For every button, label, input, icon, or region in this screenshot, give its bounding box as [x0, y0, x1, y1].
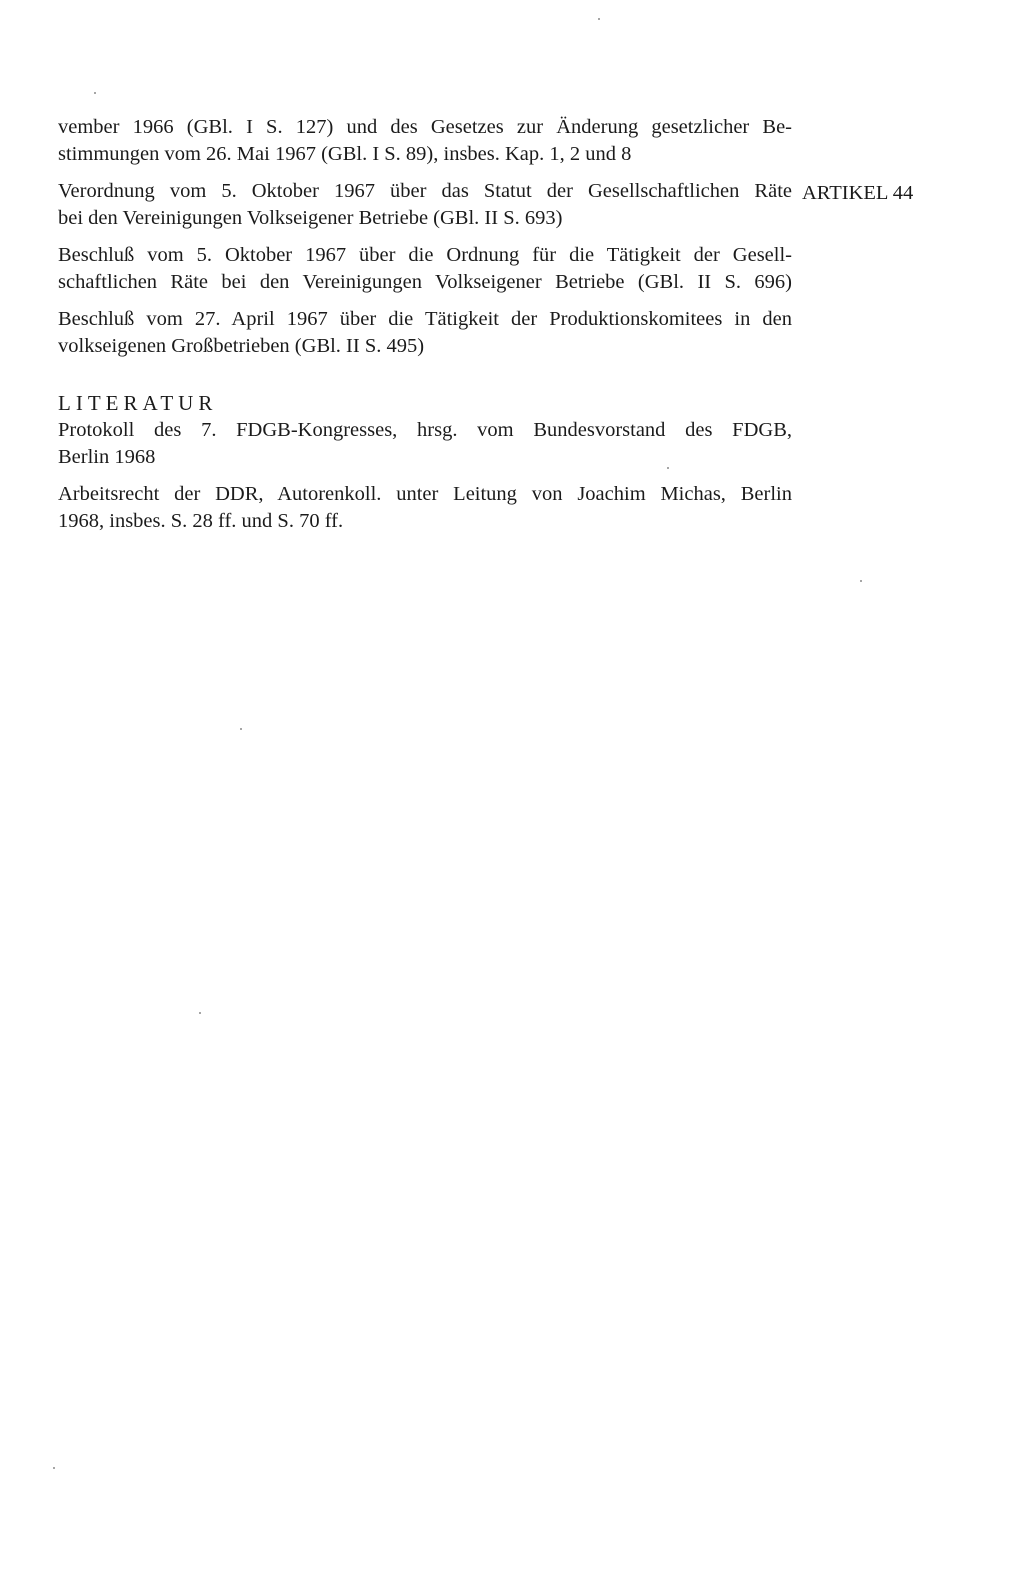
reference-line: bei den Vereinigungen Volkseigener Betriebe (GBl. II S. 693): [58, 207, 563, 229]
reference-line: Beschluß vom 5. Oktober 1967 über die Ordnung für die Tätigkeit der Gesell-: [58, 244, 792, 266]
literature-line: Berlin 1968: [58, 446, 156, 468]
scan-speck: [860, 580, 862, 582]
scan-speck: [94, 92, 96, 94]
reference-line: stimmungen vom 26. Mai 1967 (GBl. I S. 89), insbes. Kap. 1, 2 und 8: [58, 143, 632, 165]
margin-note-article: ARTIKEL 44: [802, 182, 914, 204]
reference-line: Verordnung vom 5. Oktober 1967 über das Statut der Gesellschaftlichen Räte: [58, 180, 792, 202]
literature-line: 1968, insbes. S. 28 ff. und S. 70 ff.: [58, 510, 344, 532]
reference-entry-1: [58, 114, 792, 168]
scan-speck: [199, 1012, 201, 1014]
literature-line: Protokoll des 7. FDGB-Kongresses, hrsg. vom Bundesvorstand des FDGB,: [58, 419, 792, 441]
reference-line: schaftlichen Räte bei den Vereinigungen Volkseigener Betriebe (GBl. II S. 696): [58, 271, 792, 293]
scan-speck: [667, 467, 669, 469]
reference-entry-3: [58, 242, 792, 296]
literature-line: Arbeitsrecht der DDR, Autorenkoll. unter Leitung von Joachim Michas, Berlin: [58, 483, 792, 505]
reference-line: Beschluß vom 27. April 1967 über die Tätigkeit der Produktionskomitees in den: [58, 308, 792, 330]
literature-heading: LITERATUR: [58, 391, 218, 415]
text-column: [58, 114, 792, 545]
literature-entry-1: [58, 417, 792, 471]
scan-speck: [598, 18, 600, 20]
reference-entry-2: [58, 178, 792, 232]
reference-line: volkseigenen Großbetrieben (GBl. II S. 495): [58, 335, 425, 357]
reference-line: vember 1966 (GBl. I S. 127) und des Gesetzes zur Änderung gesetzlicher Be-: [58, 116, 792, 138]
reference-entry-4: [58, 306, 792, 360]
scan-speck: [240, 728, 242, 730]
literature-entry-2: [58, 481, 792, 535]
scan-speck: [53, 1467, 55, 1469]
